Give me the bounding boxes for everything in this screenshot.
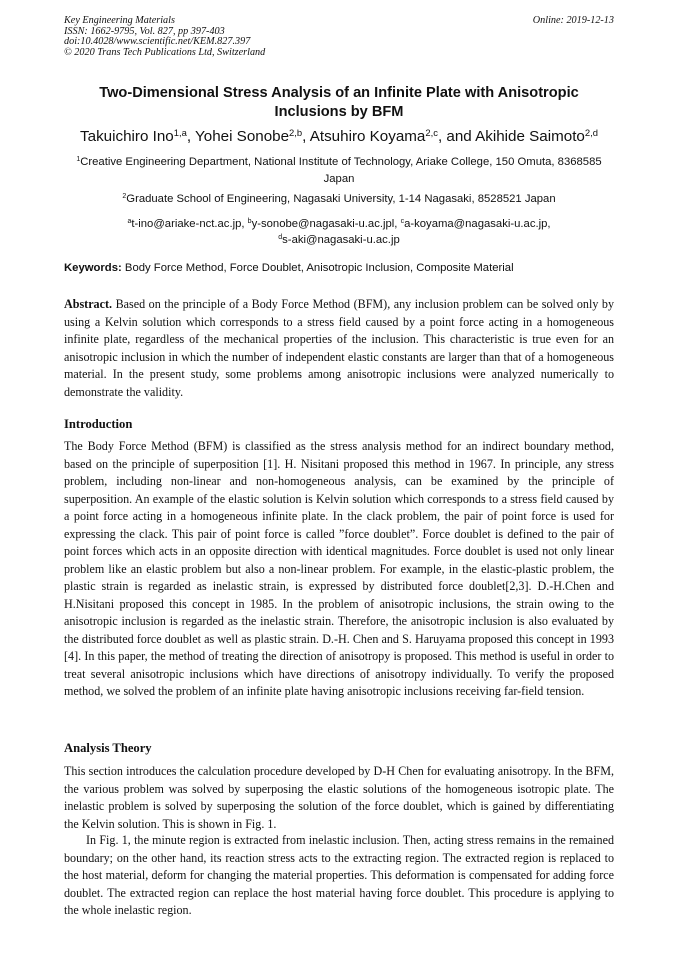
email-separator: , bbox=[547, 218, 551, 230]
author-name: Yohei Sonobe bbox=[195, 128, 290, 145]
journal-header bbox=[64, 16, 265, 58]
author-name: Akihide Saimoto bbox=[475, 128, 585, 145]
email-mark: d bbox=[278, 234, 283, 242]
journal-name: Key Engineering Materials bbox=[64, 15, 175, 26]
keywords-text: Body Force Method, Force Doublet, Anisotropic Inclusion, Composite Material bbox=[124, 262, 514, 274]
affiliation-1 bbox=[64, 154, 614, 188]
email-link[interactable]: y-sonobe@nagasaki-u.ac.jpl bbox=[251, 218, 395, 230]
email-link[interactable]: a-koyama@nagasaki-u.ac.jp bbox=[404, 218, 548, 230]
affiliation-text: Graduate School of Engineering, Nagasaki University, 1-14 Nagasaki, 8528521 Japan bbox=[126, 193, 556, 205]
author bbox=[310, 128, 438, 145]
author-affiliation-mark: 1,a bbox=[173, 126, 187, 138]
keywords bbox=[64, 260, 624, 276]
email-mark: b bbox=[247, 218, 252, 226]
online-date: Online: 2019-12-13 bbox=[532, 15, 614, 26]
abstract bbox=[64, 296, 614, 401]
abstract-text: Based on the principle of a Body Force Method (BFM), any inclusion problem can be solved only by using a Kelvin solution which corresponds to a stress field caused by a point force acting in a homogeneous infinite plate, regardless of the mechanical properties of the inclusion. This characteristic is true even for an anisotropic inclusion in which the number of independent elastic constants are larger than that of a homogeneous material. In the present study, some problems among anisotropic inclusions were analyzed numerically to demonstrate the validity. bbox=[64, 297, 614, 399]
email-link[interactable]: t-ino@ariake-nct.ac.jp bbox=[131, 218, 242, 230]
email-separator: , bbox=[394, 218, 401, 230]
affiliation-2 bbox=[64, 191, 614, 208]
doi-link[interactable]: doi:10.4028/www.scientific.net/KEM.827.397 bbox=[64, 36, 251, 48]
email-separator: , bbox=[241, 218, 248, 230]
email-list bbox=[64, 216, 614, 248]
analysis-theory-paragraph-1: This section introduces the calculation procedure developed by D-H Chen for evaluating anisotropy. In the BFM, the various problem was solved by superposing the elastic solutions of the homogeneous isotropic plate. The inelastic problem is solved by superposing the solution of the force doublet, which is gained by differentiating the Kelvin solution. This is shown in Fig. 1. bbox=[64, 764, 614, 831]
author bbox=[475, 128, 598, 145]
author-separator: , bbox=[302, 128, 310, 145]
author-name: Atsuhiro Koyama bbox=[309, 128, 426, 145]
author-separator: , and bbox=[437, 128, 476, 145]
introduction-paragraph: The Body Force Method (BFM) is classified as the stress analysis method for an indirect boundary method, based on the principle of superposition [1]. H. Nisitani proposed this method in 1967. In principle, any stress problem, including non-linear and non-homogeneous analysis, can be examined by the principle of superposition. An example of the elastic solution is Kelvin solution which corresponds to a stress field caused by a point force acting in a homogeneous infinite plate. In the clack problem, the pair of point force is used for expressing the clack. This pair of point force is called ”force doublet”. Force doublet is defined to the pair of point forces which acts in an opposite direction with identical magnitudes. Force doublet is used not only linear problem like an elastic problem but also a non-linear problem. For example, in the elastic-plastic problem, the plastic strain is regarded as inelastic strain, is expressed by distributed force doublet[2,3]. D.-H.Chen and H.Nisitani proposed this concept in 1985. In the problem of anisotropic inclusions, the strain owing to the anisotropic inclusion is regarded as the inelastic strain. Therefore, the anisotropic inclusion is also evaluated by the distributed force doublet as well as plastic strain. D.-H. Chen and S. Haruyama proposed this concept in 1993 [4]. In this paper, the method of treating the direction of anisotropy is proposed. This method is useful in order to treat several anisotropic inclusions which have directions of anisotropy individually. To verify the proposed method, we solved the problem of an infinite plate having anisotropic inclusions receiving far-field tension. bbox=[64, 439, 614, 698]
affiliation-mark: 1 bbox=[76, 156, 81, 164]
affiliation-text: Creative Engineering Department, National Institute of Technology, Ariake College, 150 Omuta, 8368585 Japan bbox=[80, 156, 602, 185]
author-separator: , bbox=[186, 128, 196, 145]
author-affiliation-mark: 2,c bbox=[425, 126, 438, 138]
issn-line: ISSN: 1662-9795, Vol. 827, pp 397-403 bbox=[64, 25, 225, 37]
author-affiliation-mark: 2,b bbox=[289, 126, 303, 138]
author-affiliation-mark: 2,d bbox=[584, 126, 598, 138]
abstract-label: Abstract. bbox=[64, 297, 113, 311]
author bbox=[80, 128, 187, 145]
email-mark: c bbox=[400, 218, 405, 226]
copyright-line: © 2020 Trans Tech Publications Ltd, Switzerland bbox=[64, 46, 266, 58]
section-heading-introduction: Introduction bbox=[64, 417, 133, 431]
author-list bbox=[40, 127, 638, 146]
affiliation-mark: 2 bbox=[122, 193, 127, 201]
keywords-label: Keywords: bbox=[64, 262, 122, 274]
author bbox=[195, 128, 302, 145]
analysis-theory-paragraph-2: In Fig. 1, the minute region is extracted from inelastic inclusion. Then, acting stress remains in the remained boundary; on the other hand, its reaction stress acts to the extracting region. The extracted region is replaced to the host material, deform for changing the material properties. This deformation is compensated for adding force doublet. The extracted region can replace the host material having force doublet. This procedure is applying to the whole inelastic region. bbox=[64, 833, 614, 917]
section-heading-analysis-theory: Analysis Theory bbox=[64, 741, 152, 755]
email-mark: a bbox=[127, 218, 132, 226]
author-name: Takuichiro Ino bbox=[80, 128, 174, 145]
email-link[interactable]: s-aki@nagasaki-u.ac.jp bbox=[282, 234, 400, 246]
paper-title: Two-Dimensional Stress Analysis of an Infinite Plate with Anisotropic Inclusions by BFM bbox=[99, 85, 579, 120]
